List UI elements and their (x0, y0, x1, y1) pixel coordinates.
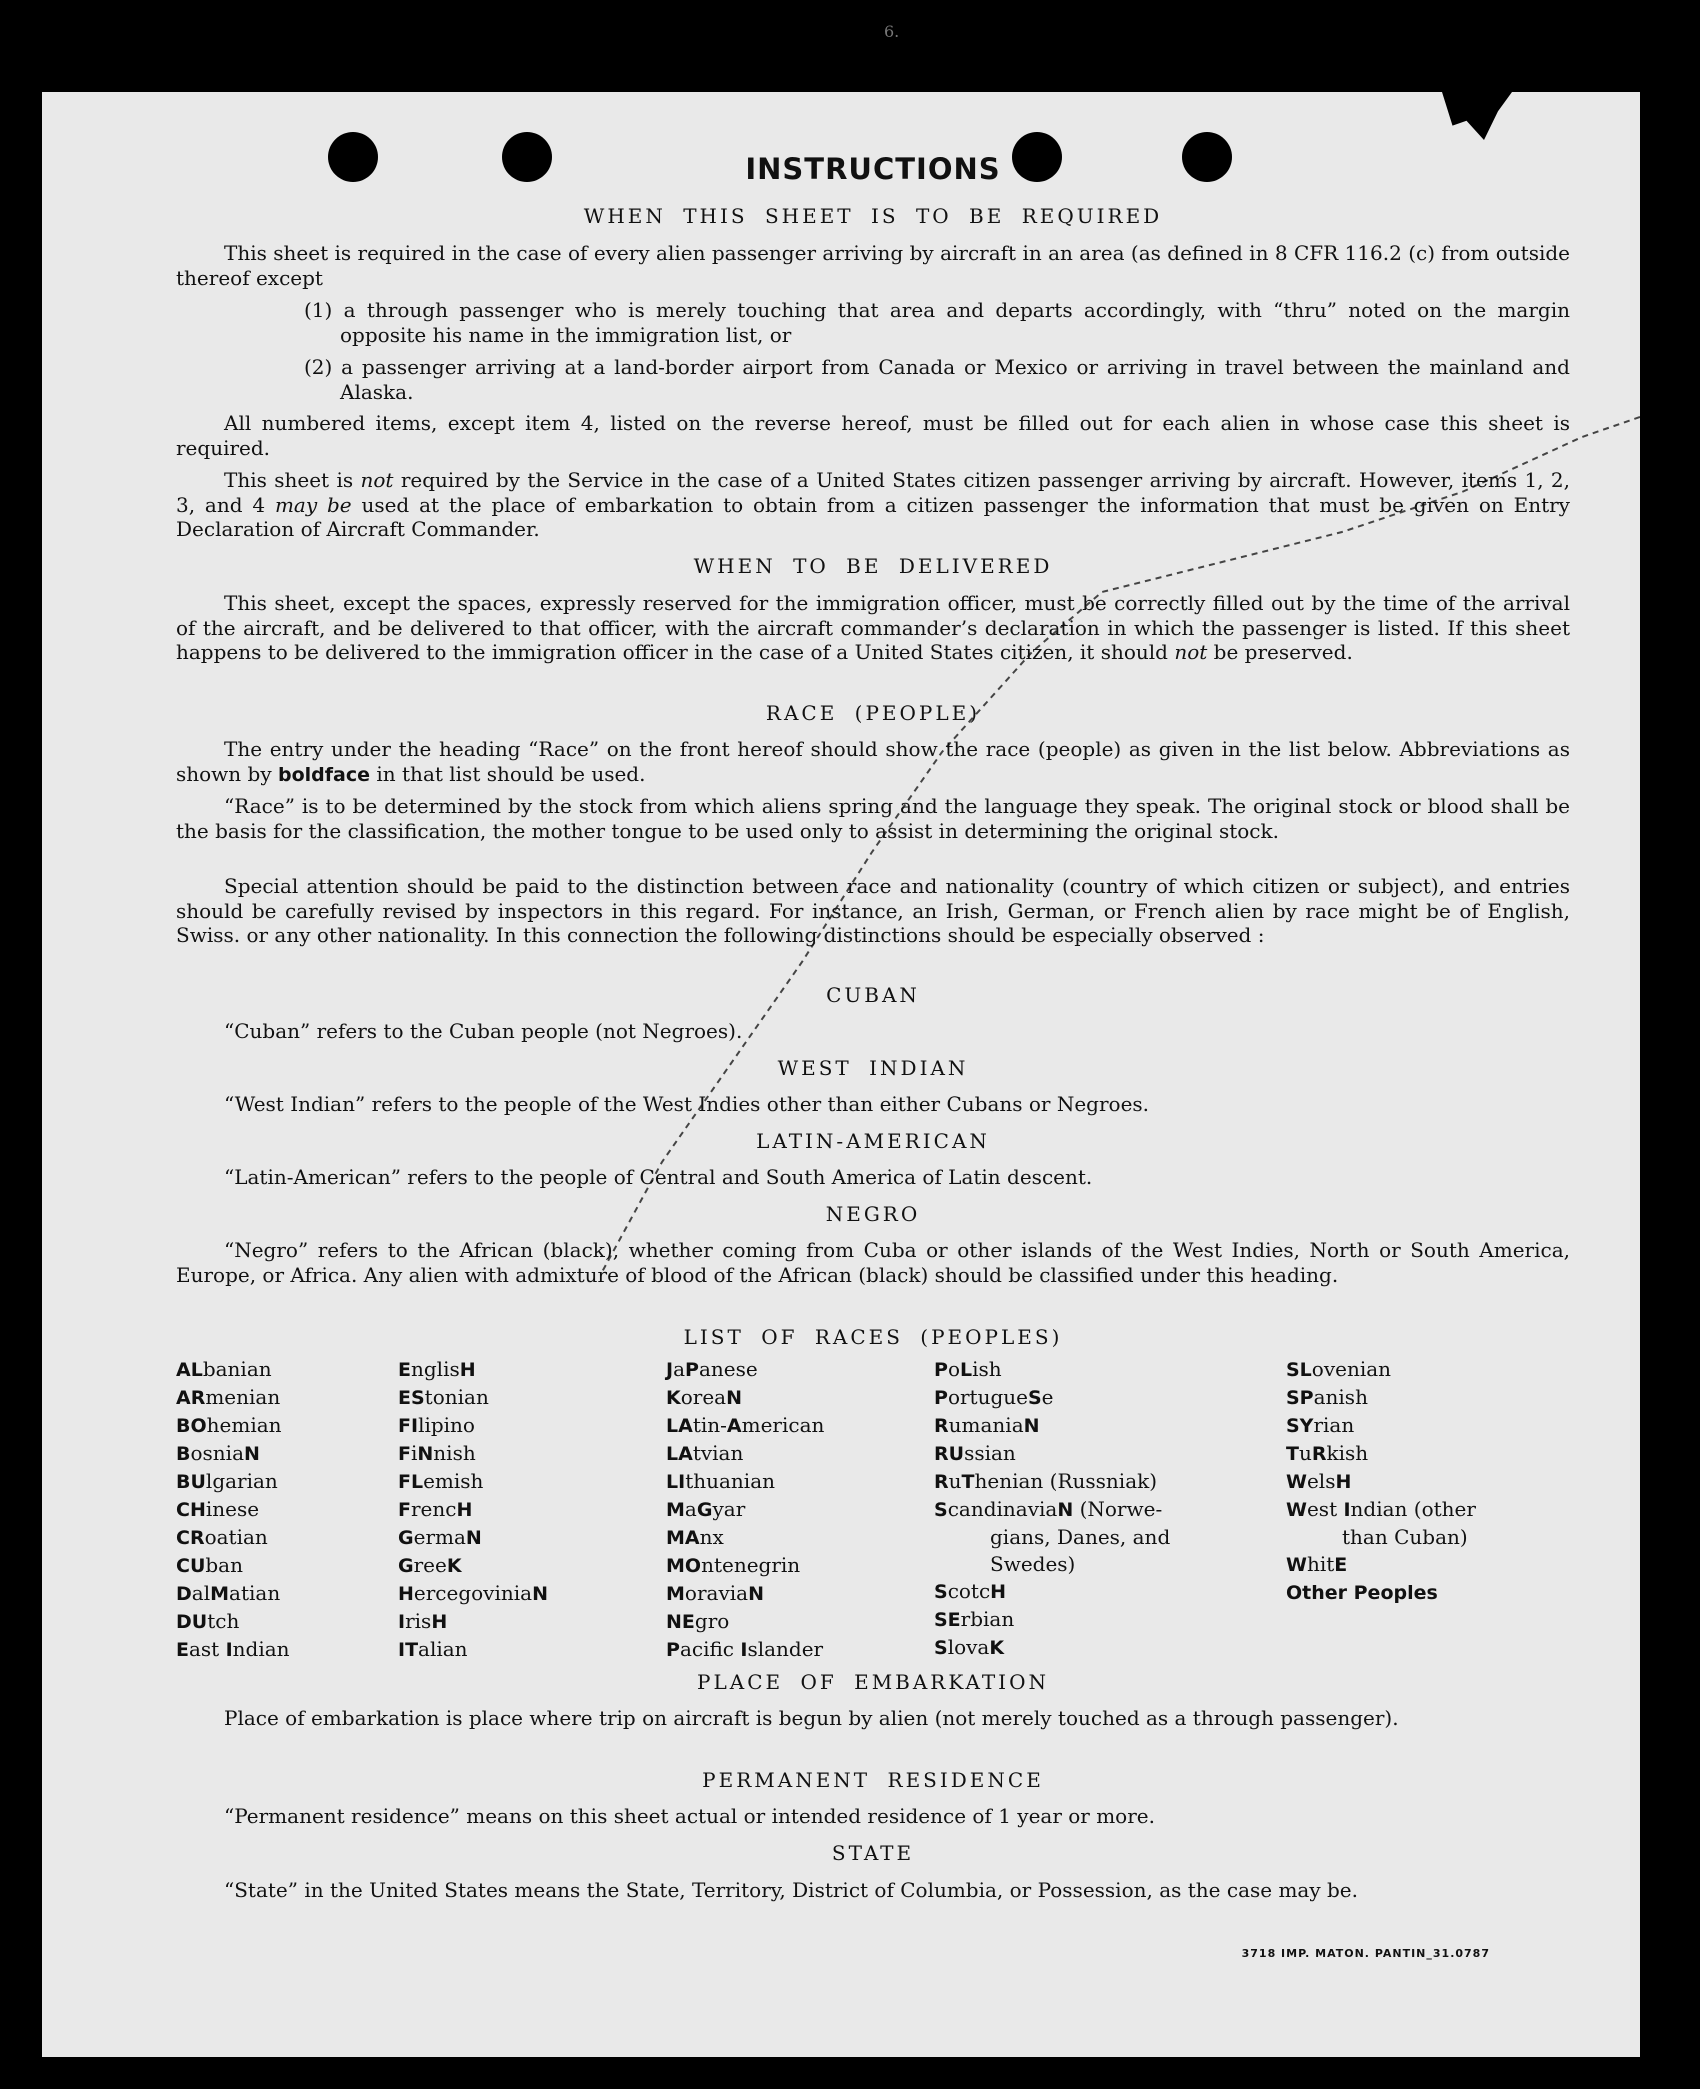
race-entry (1286, 1551, 1476, 1579)
race-text: ortugue (947, 1385, 1028, 1409)
race-text: hit (1306, 1552, 1335, 1576)
race-entry (666, 1496, 824, 1524)
race-text: acific (679, 1637, 741, 1661)
race-text: o (947, 1357, 960, 1381)
race-entry (666, 1580, 824, 1608)
race-entry (1286, 1356, 1476, 1384)
race-text: rian (1313, 1413, 1355, 1437)
race-abbreviation: S (934, 1499, 948, 1521)
race-abbreviation: FL (398, 1471, 424, 1493)
race-entry (666, 1384, 824, 1412)
race-abbreviation: F (398, 1499, 411, 1521)
race-text: than Cuban) (1342, 1525, 1468, 1549)
race-abbreviation: H (456, 1499, 473, 1521)
race-text: ovenian (1311, 1357, 1392, 1381)
race-text: gians, Danes, and (990, 1525, 1171, 1549)
race-abbreviation: W (1286, 1499, 1307, 1521)
race-text: a (673, 1357, 686, 1381)
race-abbreviation: ES (398, 1387, 425, 1409)
race-abbreviation: P (666, 1639, 680, 1661)
race-abbreviation: R (1311, 1443, 1327, 1465)
race-abbreviation: N (465, 1527, 482, 1549)
race-abbreviation: P (934, 1387, 948, 1409)
heading-latin-american: LATIN-AMERICAN (756, 1129, 990, 1153)
race-entry (398, 1552, 548, 1580)
race-text: merican (741, 1413, 825, 1437)
race-text: inese (205, 1497, 260, 1521)
exception-item-1: (1) a through passenger who is merely touching that area and departs accordingly, with “thru” noted on the margin opposite his name in the immigration list, or (304, 298, 1570, 347)
paragraph-citizen-exemption: This sheet is not required by the Service in the case of a United States citizen passenger arriving by aircraft. However, items 1, 2, 3, and 4 may be used at the place of embarkation to obtain from a citizen passenger the information that must be given on Entry Declaration of Aircraft Commander. (176, 468, 1570, 541)
race-entry (398, 1608, 548, 1636)
race-abbreviation: H (1335, 1471, 1352, 1493)
race-abbreviation: MA (666, 1527, 700, 1549)
race-abbreviation: CH (176, 1499, 206, 1521)
heading-state: STATE (831, 1841, 915, 1865)
race-abbreviation: W (1286, 1471, 1307, 1493)
race-abbreviation: H (431, 1611, 448, 1633)
race-abbreviation: BO (176, 1415, 207, 1437)
race-text: oatian (204, 1525, 268, 1549)
race-abbreviation: G (398, 1555, 414, 1577)
race-text: ssian (964, 1441, 1016, 1465)
race-entry (176, 1496, 290, 1524)
race-text: umania (948, 1413, 1024, 1437)
race-entry (934, 1634, 1170, 1662)
race-text: e (1041, 1385, 1054, 1409)
race-entry (176, 1468, 290, 1496)
race-entry (934, 1551, 1170, 1578)
race-entry (934, 1606, 1170, 1634)
race-entry (176, 1636, 290, 1664)
paragraph-race-entry: The entry under the heading “Race” on the front hereof should show the race (people) as given in the list below. Abbreviations as shown by boldface in that list should be used. (176, 737, 1570, 786)
race-text: ntenegrin (701, 1553, 801, 1577)
race-abbreviation: Other Peoples (1286, 1582, 1438, 1604)
race-text: hemian (206, 1413, 282, 1437)
race-abbreviation: G (398, 1527, 414, 1549)
race-entry (176, 1412, 290, 1440)
race-text: a (684, 1497, 697, 1521)
race-abbreviation: AL (176, 1359, 203, 1381)
race-entry (934, 1468, 1170, 1496)
heading-permanent-residence: PERMANENT RESIDENCE (702, 1768, 1044, 1792)
race-entry (176, 1356, 290, 1384)
race-abbreviation: P (685, 1359, 699, 1381)
exception-item-2: (2) a passenger arriving at a land-border airport from Canada or Mexico or arriving in travel between the mainland and Alaska. (304, 355, 1570, 404)
race-entry (1286, 1440, 1476, 1468)
race-abbreviation: FI (398, 1415, 419, 1437)
race-entry (934, 1356, 1170, 1384)
paragraph-required-intro: This sheet is required in the case of every alien passenger arriving by aircraft in an area (as defined in 8 CFR 116.2 (c) from outside thereof except (176, 241, 1570, 290)
race-abbreviation: MO (666, 1555, 702, 1577)
race-text: alian (418, 1637, 468, 1661)
heading-west-indian: WEST INDIAN (777, 1056, 969, 1080)
race-abbreviation: LA (666, 1415, 693, 1437)
race-text: (Norwe- (1073, 1497, 1163, 1521)
race-abbreviation: S (1027, 1387, 1042, 1409)
paragraph-cuban: “Cuban” refers to the Cuban people (not Negroes). (224, 1019, 743, 1043)
paragraph-permanent-residence: “Permanent residence” means on this sheet actual or intended residence of 1 year or more. (224, 1804, 1155, 1828)
race-abbreviation: SE (934, 1609, 961, 1631)
heading-negro: NEGRO (825, 1202, 921, 1226)
race-entry (934, 1384, 1170, 1412)
race-abbreviation: I (225, 1639, 233, 1661)
heading-list-of-races: LIST OF RACES (PEOPLES) (683, 1325, 1063, 1349)
race-abbreviation: I (1343, 1499, 1351, 1521)
race-text: u (1298, 1441, 1312, 1465)
page-number: 6. (884, 22, 900, 41)
race-text: anish (1313, 1385, 1368, 1409)
race-abbreviation: S (934, 1637, 948, 1659)
race-text: atian (229, 1581, 281, 1605)
paragraph-west-indian: “West Indian” refers to the people of the West Indies other than either Cubans or Negroes. (224, 1092, 1150, 1116)
race-text: tin- (692, 1413, 727, 1437)
race-text: lgarian (205, 1469, 278, 1493)
race-entry (176, 1580, 290, 1608)
race-text: Swedes) (990, 1552, 1076, 1576)
race-abbreviation: H (990, 1581, 1007, 1603)
race-text: gro (694, 1609, 730, 1633)
race-text: ercegovinia (413, 1581, 533, 1605)
race-text: tonian (424, 1385, 489, 1409)
paragraph-state: “State” in the United States means the State, Territory, District of Columbia, or Possession, as the case may be. (224, 1878, 1358, 1902)
race-text: anese (698, 1357, 758, 1381)
race-entry (1286, 1524, 1476, 1551)
race-text: renc (410, 1497, 457, 1521)
race-text: ish (972, 1357, 1002, 1381)
race-abbreviation: M (210, 1583, 230, 1605)
race-abbreviation: F (398, 1443, 411, 1465)
paragraph-negro: “Negro” refers to the African (black), whether coming from Cuba or other islands of the West Indies, North or South America, Europe, or Africa. Any alien with admixture of blood of the African (black) should be classified under this heading. (176, 1238, 1570, 1287)
race-entry (398, 1496, 548, 1524)
race-entry (398, 1440, 548, 1468)
race-entry (1286, 1412, 1476, 1440)
race-text: thuanian (685, 1469, 775, 1493)
race-abbreviation: SY (1286, 1415, 1314, 1437)
race-entry (176, 1384, 290, 1412)
race-column-3 (666, 1356, 824, 1664)
race-entry (934, 1412, 1170, 1440)
race-text: tvian (692, 1441, 744, 1465)
race-abbreviation: BU (176, 1471, 206, 1493)
race-entry (1286, 1496, 1476, 1524)
race-text: oravia (684, 1581, 749, 1605)
race-abbreviation: T (961, 1471, 975, 1493)
race-abbreviation: R (934, 1471, 949, 1493)
race-text: tch (207, 1609, 240, 1633)
race-abbreviation: B (176, 1443, 191, 1465)
race-abbreviation: RU (934, 1443, 965, 1465)
race-abbreviation: DU (176, 1611, 208, 1633)
race-column-2 (398, 1356, 548, 1664)
race-abbreviation: AR (176, 1387, 206, 1409)
race-text: kish (1326, 1441, 1369, 1465)
race-text: nglis (410, 1357, 460, 1381)
race-entry (934, 1496, 1170, 1524)
race-abbreviation: E (176, 1639, 189, 1661)
race-text: ban (205, 1553, 243, 1577)
race-text: ree (413, 1553, 447, 1577)
race-text: rbian (960, 1607, 1015, 1631)
race-text: ast (188, 1637, 226, 1661)
heading-when-required: WHEN THIS SHEET IS TO BE REQUIRED (583, 204, 1163, 228)
race-entry (398, 1356, 548, 1384)
race-text: nx (699, 1525, 724, 1549)
race-abbreviation: S (934, 1581, 948, 1603)
race-text: ndian (232, 1637, 290, 1661)
paragraph-numbered-items: All numbered items, except item 4, listed on the reverse hereof, must be filled out for each alien in whose case this sheet is required. (176, 411, 1570, 460)
heading-when-delivered: WHEN TO BE DELIVERED (693, 554, 1053, 578)
race-text: nish (433, 1441, 476, 1465)
race-entry (666, 1440, 824, 1468)
race-entry (1286, 1468, 1476, 1496)
race-text: slander (747, 1637, 824, 1661)
race-abbreviation: G (696, 1499, 713, 1521)
race-entry (398, 1524, 548, 1552)
race-text: est (1306, 1497, 1344, 1521)
race-entry (398, 1580, 548, 1608)
race-entry (398, 1636, 548, 1664)
race-entry (666, 1636, 824, 1664)
race-entry (176, 1524, 290, 1552)
race-text: i (410, 1441, 418, 1465)
race-abbreviation: I (398, 1611, 406, 1633)
instruction-sheet (42, 92, 1640, 2057)
paragraph-latin-american: “Latin-American” refers to the people of Central and South America of Latin descent. (224, 1165, 1093, 1189)
race-text: ris (405, 1609, 432, 1633)
paragraph-race-nationality: Special attention should be paid to the distinction between race and nationality (country of which citizen or subject), and entries should be carefully revised by inspectors in this regard. For instance, an Irish, German, or French alien by race might be of English, Swiss. or any other nationality. In this connection the following distinctions should be especially observed : (176, 874, 1570, 947)
race-abbreviation: IT (398, 1639, 419, 1661)
race-text: banian (202, 1357, 272, 1381)
paragraph-race-definition: “Race” is to be determined by the stock from which aliens spring and the language they speak. The original stock or blood shall be the basis for the classification, the mother tongue to be used only to assist in determining the original stock. (176, 794, 1570, 843)
race-abbreviation: LI (666, 1471, 686, 1493)
race-text: cotc (947, 1579, 991, 1603)
race-text: emish (423, 1469, 484, 1493)
race-abbreviation: K (666, 1387, 681, 1409)
race-column-5 (1286, 1356, 1476, 1607)
race-text: els (1306, 1469, 1336, 1493)
race-entry (666, 1468, 824, 1496)
paragraph-delivery: This sheet, except the spaces, expressly reserved for the immigration officer, must be correctly filled out by the time of the arrival of the aircraft, and be delivered to that officer, with the aircraft commander’s declaration in which the passenger is listed. If this sheet happens to be delivered to the immigration officer in the case of a United States citizen, it should not be preserved. (176, 591, 1570, 664)
race-entry (1286, 1579, 1476, 1607)
heading-embarkation: PLACE OF EMBARKATION (697, 1670, 1049, 1694)
race-abbreviation: N (244, 1443, 260, 1465)
race-entry (666, 1356, 824, 1384)
race-abbreviation: T (1286, 1443, 1299, 1465)
race-column-4 (934, 1356, 1170, 1662)
race-entry (934, 1440, 1170, 1468)
race-entry (176, 1440, 290, 1468)
heading-cuban: CUBAN (826, 983, 920, 1007)
race-text: ndian (other (1350, 1497, 1476, 1521)
race-abbreviation: R (934, 1415, 949, 1437)
race-entry (666, 1524, 824, 1552)
race-text: lova (947, 1635, 990, 1659)
race-abbreviation: N (532, 1583, 548, 1605)
race-text: henian (Russniak) (974, 1469, 1158, 1493)
race-abbreviation: K (989, 1637, 1005, 1659)
race-entry (666, 1552, 824, 1580)
race-entry (934, 1524, 1170, 1551)
race-abbreviation: NE (666, 1611, 695, 1633)
race-abbreviation: SP (1286, 1387, 1314, 1409)
race-entry (1286, 1384, 1476, 1412)
race-entry (398, 1384, 548, 1412)
race-abbreviation: E (1334, 1554, 1348, 1576)
race-abbreviation: CR (176, 1527, 205, 1549)
race-abbreviation: A (726, 1415, 742, 1437)
race-abbreviation: H (398, 1583, 414, 1605)
race-text: menian (205, 1385, 281, 1409)
printer-imprint: 3718 IMP. MATON. PANTIN_31.0787 (1241, 1947, 1490, 1960)
race-text: erma (413, 1525, 466, 1549)
race-abbreviation: L (959, 1359, 973, 1381)
race-abbreviation: N (1023, 1415, 1040, 1437)
race-text: u (948, 1469, 962, 1493)
race-abbreviation: D (176, 1583, 192, 1605)
race-entry (666, 1608, 824, 1636)
race-text: candinavia (947, 1497, 1058, 1521)
race-entry (176, 1608, 290, 1636)
race-abbreviation: H (459, 1359, 476, 1381)
race-abbreviation: N (726, 1387, 743, 1409)
race-entry (176, 1552, 290, 1580)
race-abbreviation: N (417, 1443, 434, 1465)
race-entry (398, 1412, 548, 1440)
race-entry (666, 1412, 824, 1440)
race-abbreviation: W (1286, 1554, 1307, 1576)
race-abbreviation: N (748, 1583, 764, 1605)
race-abbreviation: LA (666, 1443, 693, 1465)
race-abbreviation: CU (176, 1555, 206, 1577)
race-abbreviation: N (1057, 1499, 1074, 1521)
race-abbreviation: M (666, 1499, 685, 1521)
race-column-1 (176, 1356, 290, 1664)
page-title: INSTRUCTIONS (745, 152, 1001, 186)
heading-race: RACE (PEOPLE) (765, 701, 981, 725)
paragraph-embarkation: Place of embarkation is place where trip on aircraft is begun by alien (not merely touched as a through passenger). (224, 1706, 1399, 1730)
race-text: orea (680, 1385, 727, 1409)
race-text: lipino (418, 1413, 475, 1437)
race-abbreviation: J (666, 1359, 674, 1381)
race-abbreviation: P (934, 1359, 948, 1381)
race-text: al (191, 1581, 211, 1605)
race-abbreviation: I (740, 1639, 748, 1661)
race-entry (398, 1468, 548, 1496)
race-abbreviation: M (666, 1583, 685, 1605)
race-text: yar (712, 1497, 746, 1521)
race-abbreviation: K (446, 1555, 462, 1577)
race-entry (934, 1578, 1170, 1606)
race-text: osnia (190, 1441, 244, 1465)
race-abbreviation: E (398, 1359, 411, 1381)
race-abbreviation: SL (1286, 1359, 1312, 1381)
